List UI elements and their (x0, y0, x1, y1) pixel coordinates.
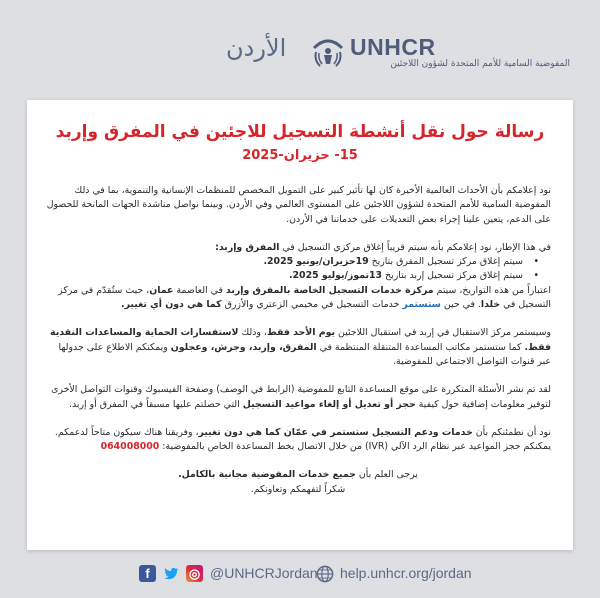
p4-f: المفرق، وإربد، وجرش، وعجلون (170, 341, 317, 353)
p3-g: . في حين (440, 299, 481, 311)
globe-icon (316, 565, 334, 583)
p6-c: ، وفريقنا هناك سيكون متاحاً لدعمكم. يمكنكم حجز المواعيد عبر نظام الرد الآلي (IVR) من خلال الاتصال بخط المساعدة الخاص بالمفوضية: (54, 426, 551, 453)
bullet-irbid (45, 269, 551, 283)
p3-i: خدمات التسجيل في مخيمي الزعتري والأزرق (221, 299, 403, 311)
paragraph-centralization (45, 284, 551, 313)
closures-lead (45, 241, 551, 255)
p3-j: كما هي دون أي تغيير. (121, 299, 222, 311)
social-handle[interactable]: @UNHCRJordan (210, 565, 318, 581)
twitter-bird-icon (162, 565, 179, 582)
p4-g: ويمكنكم الاطلاع على جدولها عبر قنوات التواصل الاجتماعي للمفوضية. (58, 341, 551, 367)
country-title: الأردن (226, 34, 287, 62)
p4-d: لاستفسارات الحماية والمساعدات النقدية فقط. (50, 327, 551, 353)
website-link[interactable]: help.unhcr.org/jordan (340, 565, 472, 581)
letter-body (45, 184, 551, 497)
p4-b: يوم الأحد فقط (266, 327, 336, 339)
header (0, 0, 600, 92)
p4-a: وسيستمر مركز الاستقبال في إربد في استقبال اللاجئين (335, 327, 551, 339)
p3-e: ، حيث ستُقدّم في مركز التسجيل في (58, 284, 551, 311)
paragraph-thanks: شكراً لتفهمكم وتعاونكم. (250, 483, 346, 495)
bullet-mafraq-date: 19حزيران/يونيو 2025. (263, 256, 369, 268)
p5-b: حجز أو تعديل أو إلغاء مواعيد التسجيل (242, 398, 416, 410)
p6-b: خدمات ودعم التسجيل ستستمر في عمّان كما هي دون تغيير (198, 426, 473, 438)
unhcr-logo (310, 34, 570, 74)
unhcr-emblem-icon (310, 34, 346, 70)
p3-d: عمان (149, 284, 174, 296)
p5-c: التي حصلتم عليها مسبقاً في المفرق أو إربد. (69, 398, 243, 410)
letter-card (27, 100, 573, 550)
bullet-irbid-text: سيتم إغلاق مركز تسجيل إربد بتاريخ (382, 270, 523, 282)
p6-a: نود أن نطمئنكم بأن (472, 426, 551, 438)
footer (0, 556, 600, 592)
letter-date: 15- حزيران-2025 (242, 148, 358, 163)
p5-a: لقد تم نشر الأسئلة المتكررة على موقع المساعدة التابع للمفوضية (الرابط في الوصف) وصفحة الفيسبوك وقنوات التواصل الأخرى لتوفير معلومات إضافية حول كيفية (51, 384, 551, 410)
instagram-icon[interactable]: ◎ (186, 565, 203, 582)
closures-lead-text: في هذا الإطار، نود إعلامكم بأنه سيتم قريباً إغلاق مركزي التسجيل في (279, 241, 551, 253)
p3-c: في العاصمة (173, 284, 226, 296)
helpline-number: 064008000 (100, 441, 160, 453)
p3-b: مركزة خدمات التسجيل الخاصة بالمفرق وإربد (225, 284, 434, 296)
p3-f: خلدا (480, 299, 501, 311)
p3-h: ستستمر (402, 299, 441, 311)
p7-b: جميع خدمات المفوضية مجانية بالكامل. (178, 469, 356, 481)
bullet-irbid-date: 13تموز/يوليو 2025. (288, 270, 383, 282)
closures-lead-locations: المفرق وإربد: (215, 241, 280, 253)
paragraph-faq (45, 383, 551, 412)
logo-wordmark: UNHCR (350, 34, 436, 60)
facebook-icon[interactable]: f (139, 565, 156, 582)
p7-a: يرجى العلم بأن (355, 469, 418, 481)
bullet-mafraq (45, 255, 551, 269)
twitter-icon[interactable] (162, 565, 179, 582)
paragraph-closures (45, 241, 551, 312)
p4-e: كما ستستمر مكاتب المساعدة المتنقلة المنتظمة في (316, 341, 525, 353)
paragraph-intro: نود إعلامكم بأن الأحداث العالمية الأخيرة كان لها تأثير كبير على التمويل المخصص للمنظمات الإنسانية والتنموية، بما في ذلك المفوضية السامية للأمم المتحدة لشؤون اللاجئين على المستوى العالمي وفي الأردن. وبينما نواصل مناشدة الجهات المانحة للحصول على الدعم، يتعين علينا إجراء بعض التعديلات على خدماتنا في الأردن. (46, 185, 551, 225)
paragraph-reception (45, 326, 551, 369)
p4-c: ، وذلك (238, 327, 267, 339)
p3-a: اعتباراً من هذه التواريخ، سيتم (433, 284, 551, 296)
paragraph-free-services (45, 468, 551, 482)
logo-subtitle: المفوضية السامية للأمم المتحدة لشؤون اللاجئين (390, 59, 570, 69)
paragraph-amman (45, 426, 551, 455)
bullet-mafraq-text: سيتم إغلاق مركز تسجيل المفرق بتاريخ (368, 256, 523, 268)
letter-title: رسالة حول نقل أنشطة التسجيل للاجئين في المفرق وإربد (55, 122, 545, 142)
